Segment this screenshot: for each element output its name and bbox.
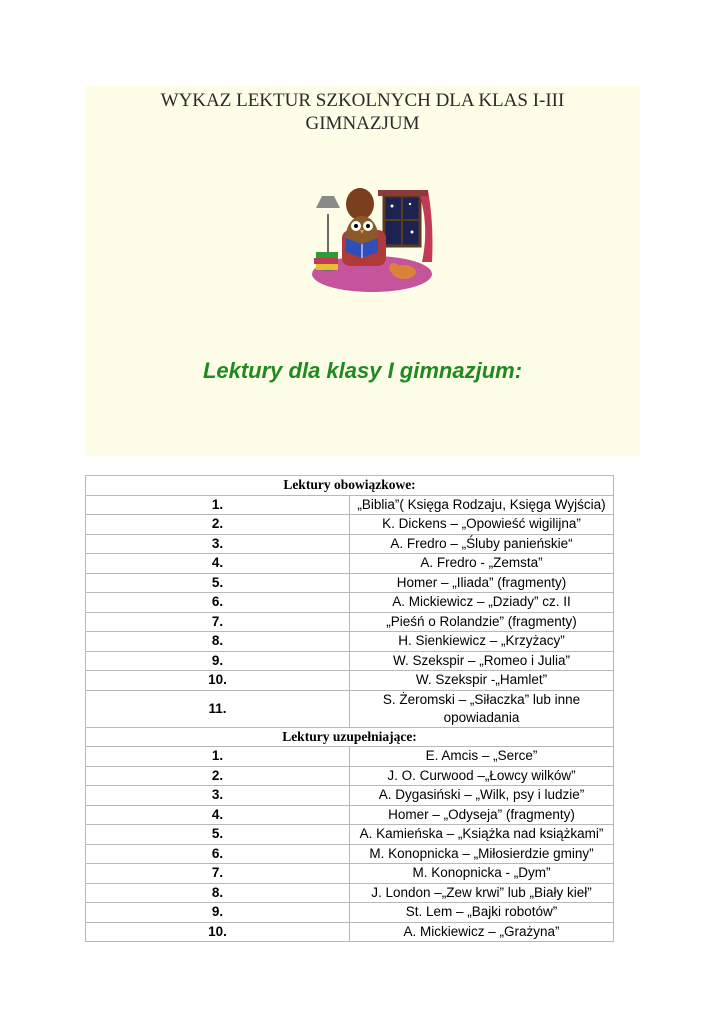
row-number: 6. bbox=[86, 593, 350, 613]
row-number: 4. bbox=[86, 554, 350, 574]
book-title: A. Dygasiński – „Wilk, psy i ludzie” bbox=[350, 786, 614, 806]
table-row bbox=[86, 495, 614, 515]
document-title bbox=[85, 89, 640, 135]
row-number: 2. bbox=[86, 515, 350, 535]
book-title: „Pieśń o Rolandzie” (fragmenty) bbox=[350, 612, 614, 632]
book-title: A. Mickiewicz – „Dziady” cz. II bbox=[350, 593, 614, 613]
book-title: S. Żeromski – „Siłaczka” lub inne opowiadania bbox=[350, 690, 614, 727]
book-title: St. Lem – „Bajki robotów” bbox=[350, 903, 614, 923]
book-title: A. Fredro – „Śluby panieńskie“ bbox=[350, 534, 614, 554]
row-number: 1. bbox=[86, 495, 350, 515]
row-number: 8. bbox=[86, 632, 350, 652]
group-header-row bbox=[86, 727, 614, 747]
reading-list-table bbox=[85, 475, 614, 942]
book-title: M. Konopnicka - „Dym” bbox=[350, 864, 614, 884]
row-number: 5. bbox=[86, 825, 350, 845]
table-row bbox=[86, 747, 614, 767]
row-number: 1. bbox=[86, 747, 350, 767]
row-number: 3. bbox=[86, 786, 350, 806]
table-row bbox=[86, 690, 614, 727]
row-number: 9. bbox=[86, 903, 350, 923]
table-row bbox=[86, 766, 614, 786]
table-row bbox=[86, 786, 614, 806]
row-number: 4. bbox=[86, 805, 350, 825]
row-number: 11. bbox=[86, 690, 350, 727]
row-number: 10. bbox=[86, 671, 350, 691]
book-title: Homer – „Iliada” (fragmenty) bbox=[350, 573, 614, 593]
table-row bbox=[86, 554, 614, 574]
row-number: 5. bbox=[86, 573, 350, 593]
book-title: M. Konopnicka – „Miłosierdzie gminy” bbox=[350, 844, 614, 864]
table-row bbox=[86, 573, 614, 593]
table-row bbox=[86, 515, 614, 535]
book-title: A. Fredro - „Zemsta” bbox=[350, 554, 614, 574]
book-title: W. Szekspir – „Romeo i Julia” bbox=[350, 651, 614, 671]
header-block bbox=[85, 86, 640, 456]
supplementary-heading: Lektury uzupełniające: bbox=[86, 727, 614, 747]
book-title: J. London –„Zew krwi” lub „Biały kieł” bbox=[350, 883, 614, 903]
title-line-2: GIMNAZJUM bbox=[305, 113, 420, 134]
book-title: H. Sienkiewicz – „Krzyżacy” bbox=[350, 632, 614, 652]
table-row bbox=[86, 671, 614, 691]
group-header-row bbox=[86, 476, 614, 496]
book-title: E. Amcis – „Serce” bbox=[350, 747, 614, 767]
row-number: 7. bbox=[86, 864, 350, 884]
mandatory-heading: Lektury obowiązkowe: bbox=[86, 476, 614, 496]
table-row bbox=[86, 864, 614, 884]
book-title: K. Dickens – „Opowieść wigilijna” bbox=[350, 515, 614, 535]
row-number: 8. bbox=[86, 883, 350, 903]
table-row bbox=[86, 593, 614, 613]
book-title: J. O. Curwood –„Łowcy wilków” bbox=[350, 766, 614, 786]
row-number: 10. bbox=[86, 922, 350, 942]
table-row bbox=[86, 844, 614, 864]
row-number: 3. bbox=[86, 534, 350, 554]
table-row bbox=[86, 805, 614, 825]
row-number: 6. bbox=[86, 844, 350, 864]
section-title: Lektury dla klasy I gimnazjum: bbox=[202, 358, 523, 383]
book-title: Homer – „Odyseja” (fragmenty) bbox=[350, 805, 614, 825]
title-line-1: WYKAZ LEKTUR SZKOLNYCH DLA KLAS I-III bbox=[160, 90, 565, 111]
row-number: 2. bbox=[86, 766, 350, 786]
table-row bbox=[86, 651, 614, 671]
table-row bbox=[86, 903, 614, 923]
book-title: „Biblia”( Księga Rodzaju, Księga Wyjścia) bbox=[350, 495, 614, 515]
table-row bbox=[86, 883, 614, 903]
table-row bbox=[86, 534, 614, 554]
book-title: A. Kamieńska – „Książka nad książkami” bbox=[350, 825, 614, 845]
book-title: A. Mickiewicz – „Grażyna” bbox=[350, 922, 614, 942]
row-number: 9. bbox=[86, 651, 350, 671]
row-number: 7. bbox=[86, 612, 350, 632]
reading-owl-illustration bbox=[292, 174, 434, 304]
table-row bbox=[86, 825, 614, 845]
table-row bbox=[86, 612, 614, 632]
table-row bbox=[86, 632, 614, 652]
book-title: W. Szekspir -„Hamlet” bbox=[350, 671, 614, 691]
table-row bbox=[86, 922, 614, 942]
